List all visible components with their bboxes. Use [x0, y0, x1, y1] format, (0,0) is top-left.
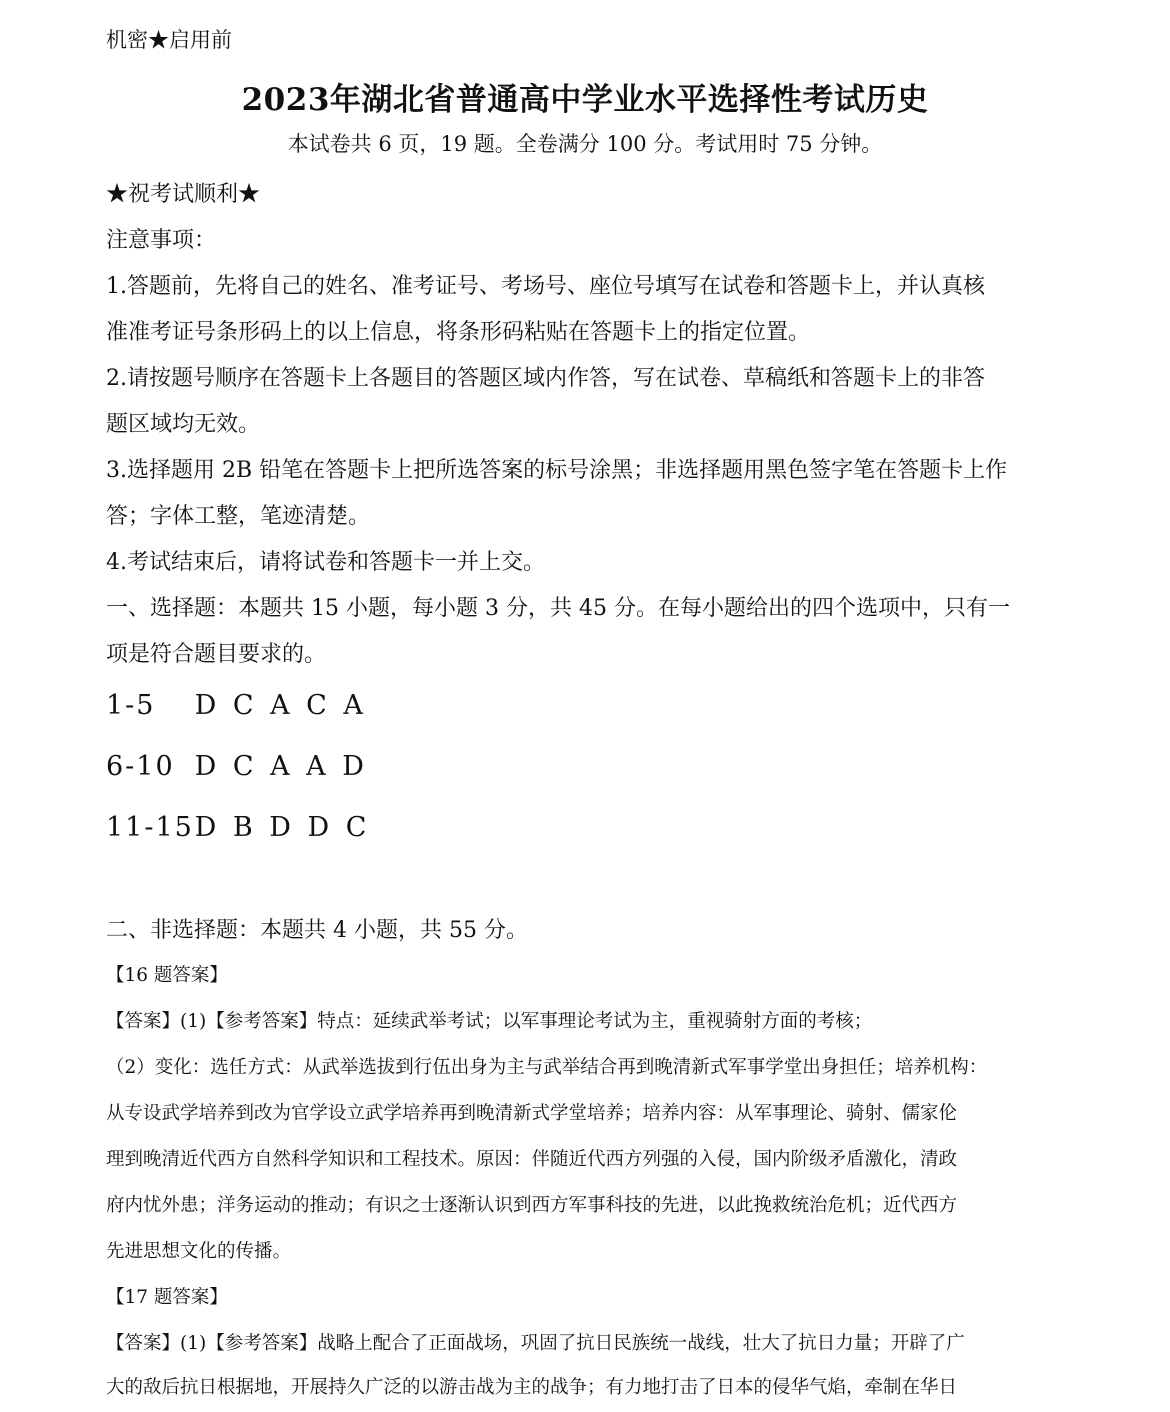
answer-letters: D C A C A	[194, 690, 367, 721]
notice-line: 答；字体工整，笔迹清楚。	[106, 504, 371, 529]
q17-answer-line: 大的敌后抗日根据地，开展持久广泛的以游击战为主的战争；有力地打击了日本的侵华气焰，牵制在华日	[106, 1377, 958, 1398]
notice-heading: 注意事项：	[106, 228, 217, 253]
notice-line: 题区域均无效。	[106, 412, 261, 437]
page-title: 2023年湖北省普通高中学业水平选择性考试历史	[241, 82, 929, 118]
q16-answer-line: 先进思想文化的传播。	[106, 1241, 292, 1262]
notice-line: 准准考证号条形码上的以上信息，将条形码粘贴在答题卡上的指定位置。	[106, 320, 811, 345]
confidential-label: 机密★启用前	[106, 28, 232, 52]
q17-title: 【17 题答案】	[106, 1287, 228, 1308]
section1-heading: 一、选择题：本题共 15 小题，每小题 3 分，共 45 分。在每小题给出的四个选项中，只有一	[106, 596, 1010, 621]
answer-range: 11-15	[106, 812, 194, 843]
answer-row	[106, 812, 370, 843]
notice-line: 4.考试结束后，请将试卷和答题卡一并上交。	[106, 550, 545, 575]
notice-line: 2.请按题号顺序在答题卡上各题目的答题区域内作答，写在试卷、草稿纸和答题卡上的非答	[106, 366, 985, 391]
q16-answer-line: 【答案】(1)【参考答案】特点：延续武举考试；以军事理论考试为主，重视骑射方面的考核；	[106, 1011, 873, 1032]
wish-line: ★祝考试顺利★	[106, 182, 261, 207]
q16-answer-line: （2）变化：选任方式：从武举选拔到行伍出身为主与武举结合再到晚清新式军事学堂出身担任；培养机构：	[106, 1057, 988, 1078]
answer-row	[106, 690, 367, 721]
answer-letters: D B D D C	[194, 812, 371, 843]
section1-heading-cont: 项是符合题目要求的。	[106, 642, 327, 667]
exam-intro: 本试卷共 6 页，19 题。全卷满分 100 分。考试用时 75 分钟。	[287, 132, 883, 156]
q16-answer-line: 理到晚清近代西方自然科学知识和工程技术。原因：伴随近代西方列强的入侵，国内阶级矛盾激化，清政	[106, 1149, 958, 1170]
q16-title: 【16 题答案】	[106, 965, 228, 986]
answer-range: 1-5	[106, 690, 156, 721]
answer-letters: D C A A D	[194, 751, 368, 782]
q16-answer-line: 从专设武学培养到改为官学设立武学培养再到晚清新式学堂培养；培养内容：从军事理论、骑射、儒家伦	[106, 1103, 958, 1124]
answer-row	[106, 751, 368, 782]
answer-range: 6-10	[106, 751, 175, 782]
section2-heading: 二、非选择题：本题共 4 小题，共 55 分。	[106, 918, 528, 943]
q17-answer-line: 【答案】(1)【参考答案】战略上配合了正面战场，巩固了抗日民族统一战线，壮大了抗日力量；开辟了广	[106, 1333, 965, 1354]
notice-line: 3.选择题用 2B 铅笔在答题卡上把所选答案的标号涂黑；非选择题用黑色签字笔在答题卡上作	[106, 458, 1008, 483]
notice-line: 1.答题前，先将自己的姓名、准考证号、考场号、座位号填写在试卷和答题卡上，并认真核	[106, 274, 985, 299]
q16-answer-line: 府内忧外患；洋务运动的推动；有识之士逐渐认识到西方军事科技的先进，以此挽救统治危机；近代西方	[106, 1195, 958, 1216]
